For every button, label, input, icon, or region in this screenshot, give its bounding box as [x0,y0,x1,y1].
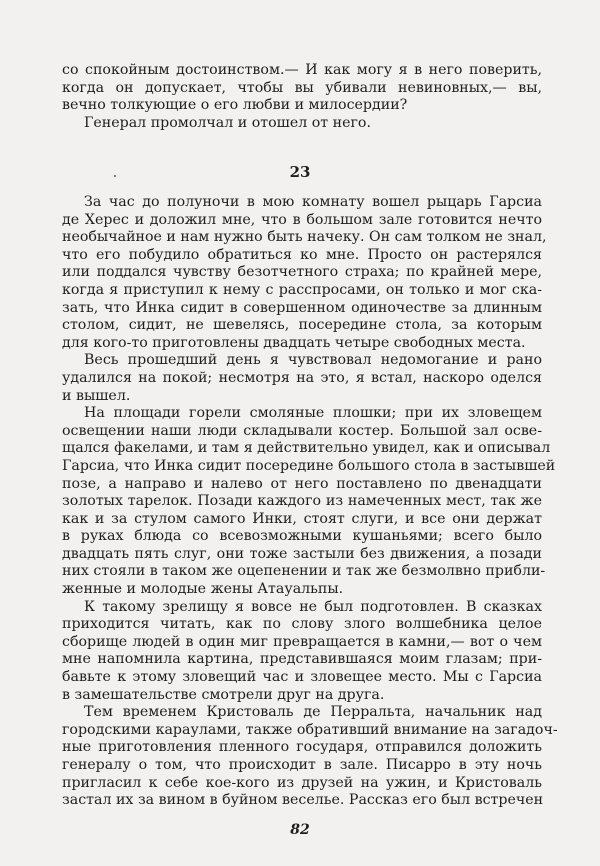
text-line: что его побудило обратиться ко мне. Просто он растерялся [62,246,542,263]
text-line: женные и молодые жены Атауальпы. [62,581,344,598]
text-line: необычайное и нам нужно быть начеку. Он сам толком не знал, [62,229,547,246]
text-line: столом, сидит, не шевелясь, посередине стола, за которым [62,317,542,334]
text-line: когда я приступил к нему с расспросами, он только и мог ска- [62,281,542,298]
text-line: в руках блюда со всевозможными кушаньями; всего было [62,528,542,545]
text-line: или поддался чувству безотчетного страха; по крайней мере, [62,264,542,281]
text-line: ные приготовления пленного государя, отправился доложить [62,739,542,756]
text-line: де Херес и доложил мне, что в большом зале готовится нечто [62,211,542,228]
text-line: Тем временем Кристоваль де Перральта, начальник над [84,704,542,721]
text-line: двадцать пять слуг, они тоже застыли без движения, а позади [62,545,542,562]
text-line: со спокойным достоинством.— И как могу я в него поверить, [62,62,542,78]
text-line: зать, что Инка сидит в совершенном одиночестве за длинным [62,299,542,316]
text-line: генералу о том, что происходит в зале. Писарро в эту ночь [62,757,542,773]
text-line: как и за стулом самого Инки, стоят слуги, и все они держат [62,510,542,527]
text-line: За час до полуночи в мою комнату вошел рыцарь Гарсиа [84,194,542,210]
chapter-body [62,194,558,810]
text-line: удалился на покой; несмотря на это, я встал, наскоро оделся [62,369,542,386]
text-line: сборище людей в один миг превращается в камни,— вот о чем [62,633,542,650]
text-line: Гарсиа, что Инка сидит посередине большого стола в застывшей [62,457,556,474]
text-line: позе, а направо и налево от него поставлено по двенадцати [62,475,542,492]
text-line: городскими караулами, также обративший внимание на загадоч- [62,721,558,738]
text-line: в замешательстве смотрели друг на друга. [62,686,385,703]
text-line: освещении наши люди складывали костер. Большой зал осве- [62,422,542,439]
text-line: когда он допускает, чтобы вы убивали невиновных,— вы, [62,79,542,96]
text-line: для кого-то приготовлены двадцать четыре свободных места. [62,334,526,351]
text-line: вечно толкующие о его любви и милосердии? [62,97,408,114]
text-line: пригласил к себе кое-кого из друзей на ужин, и Кристоваль [62,774,542,791]
text-line: приходится читать, как по слову злого волшебника целое [62,616,542,633]
text-line: застал их за вином в буйном веселье. Рассказ его был встречен [62,792,544,809]
text-line: К такому зрелищу я вовсе не был подготовлен. В сказках [84,598,542,615]
text-line: Генерал промолчал и отошел от него. [84,114,371,131]
text-line: щался факелами, и там я действительно увидел, как и описывал [62,440,551,457]
text-line: них стояли в таком же оцепенении и так же безмолвно прибли- [62,563,546,580]
chapter-number: 23 [289,163,311,181]
text-line: бавьте к этому зловещий час и зловещее место. Мы с Гарсиа [62,669,542,686]
text-line: На площади горели смоляные плошки; при их зловещем [84,405,542,422]
text-line: Весь прошедший день я чувствовал недомогание и рано [84,352,542,369]
text-line: мне напомнила картина, представившаяся моим глазам; при- [62,651,542,668]
text-line: золотых тарелок. Позади каждого из намеченных мест, так же [62,493,542,510]
text-line: и вышел. [62,387,131,404]
top-paragraph [62,62,542,132]
page-number: 82 [290,822,310,838]
